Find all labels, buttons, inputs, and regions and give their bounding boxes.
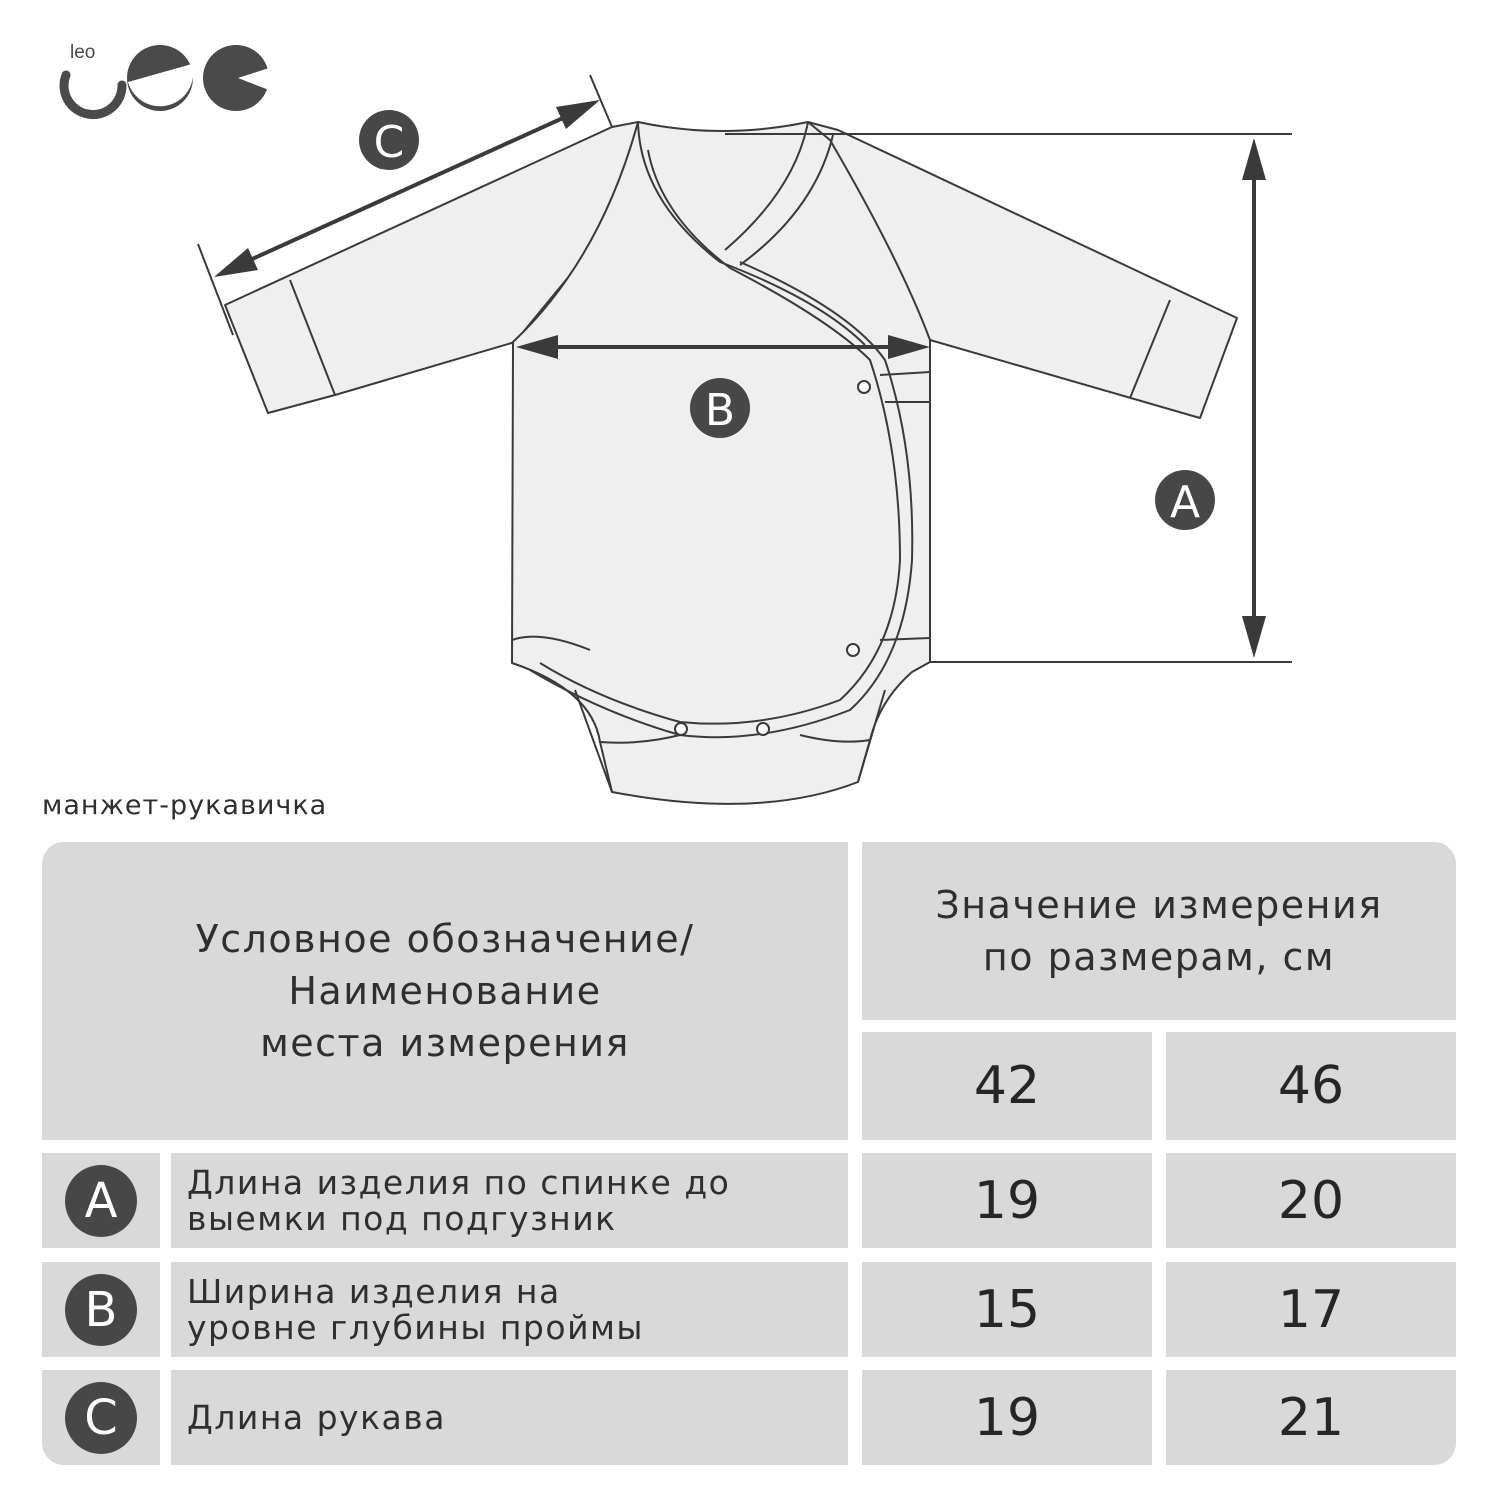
row-a-name: Длина изделия по спинке до выемки под подгузник bbox=[171, 1153, 848, 1248]
row-a-value-46: 20 bbox=[1166, 1153, 1456, 1248]
brand-logo bbox=[64, 42, 269, 115]
logo-text: leo bbox=[70, 42, 96, 63]
row-c-badge-cell bbox=[42, 1370, 160, 1465]
row-c-value-42: 19 bbox=[862, 1370, 1152, 1465]
bodysuit-outline bbox=[225, 122, 1237, 804]
row-c-name: Длина рукава bbox=[171, 1370, 848, 1465]
size-46-header: 46 bbox=[1166, 1032, 1456, 1140]
badge-a: A bbox=[65, 1165, 137, 1237]
header-description: Условное обозначение/ Наименование места измерения bbox=[42, 842, 848, 1140]
header-values: Значение измерения по размерам, см bbox=[862, 842, 1456, 1020]
label-b: B bbox=[704, 385, 736, 436]
label-c: C bbox=[373, 117, 405, 168]
size-42-header: 42 bbox=[862, 1032, 1152, 1140]
label-a: A bbox=[1169, 477, 1201, 528]
row-b-name: Ширина изделия на уровне глубины проймы bbox=[171, 1262, 848, 1357]
row-b-value-46: 17 bbox=[1166, 1262, 1456, 1357]
row-b-badge-cell bbox=[42, 1262, 160, 1357]
row-b-value-42: 15 bbox=[862, 1262, 1152, 1357]
row-c-value-46: 21 bbox=[1166, 1370, 1456, 1465]
cuff-caption: манжет-рукавичка bbox=[42, 790, 328, 821]
row-a-badge-cell bbox=[42, 1153, 160, 1248]
row-a-value-42: 19 bbox=[862, 1153, 1152, 1248]
badge-b: B bbox=[65, 1274, 137, 1346]
badge-c: C bbox=[65, 1382, 137, 1454]
